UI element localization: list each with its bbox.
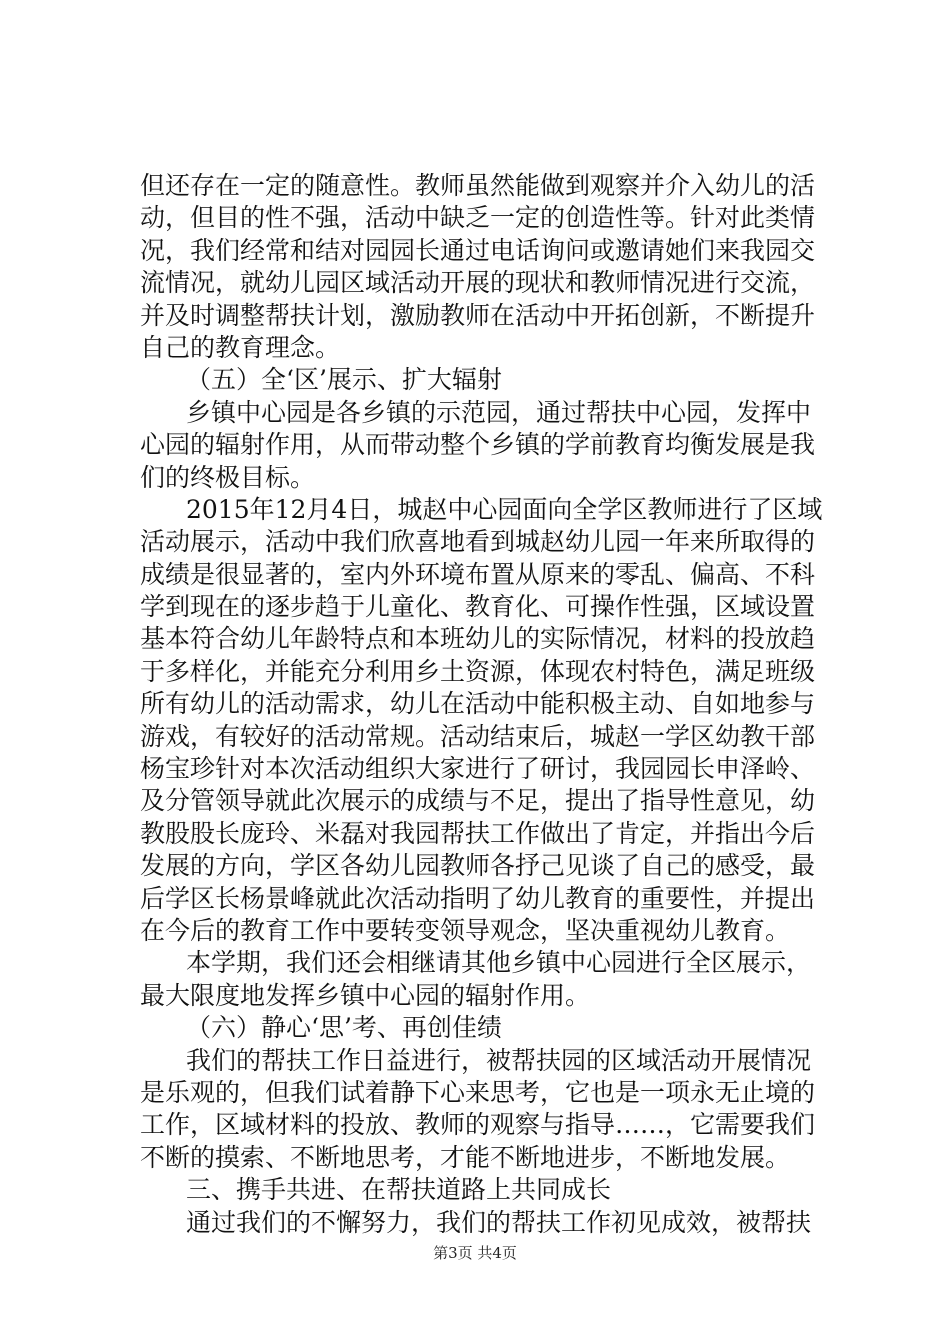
- text-line: 自己的教育理念。: [140, 332, 341, 362]
- text-line: 后学区长杨景峰就此次活动指明了幼儿教育的重要性，并提出: [140, 883, 816, 913]
- document-body: [140, 170, 830, 1239]
- text-line: 所有幼儿的活动需求，幼儿在活动中能积极主动、自如地参与: [140, 689, 816, 719]
- text-line: 在今后的教育工作中要转变领导观念，坚决重视幼儿教育。: [140, 915, 791, 945]
- text-line: 本学期，我们还会相继请其他乡镇中心园进行全区展示，: [186, 948, 812, 978]
- text-line: 况，我们经常和结对园园长通过电话询问或邀请她们来我园交: [140, 235, 816, 265]
- text-line: 心园的辐射作用，从而带动整个乡镇的学前教育均衡发展是我: [140, 430, 816, 460]
- text-line: 是乐观的，但我们试着静下心来思考，它也是一项永无止境的: [140, 1077, 816, 1107]
- text-line: 基本符合幼儿年龄特点和本班幼儿的实际情况，材料的投放趋: [140, 624, 816, 654]
- text-line: 但还存在一定的随意性。教师虽然能做到观察并介入幼儿的活: [140, 171, 816, 200]
- text-line: （六）静心‘思’考、再创佳绩: [186, 1013, 502, 1043]
- text-line: 三、携手共进、在帮扶道路上共同成长: [186, 1175, 612, 1205]
- text-line: 动，但目的性不强，活动中缺乏一定的创造性等。针对此类情: [140, 203, 816, 233]
- text-line: 并及时调整帮扶计划，激励教师在活动中开拓创新，不断提升: [140, 300, 816, 330]
- text-line: 乡镇中心园是各乡镇的示范园，通过帮扶中心园，发挥中: [186, 397, 812, 427]
- text-line: 活动展示，活动中我们欣喜地看到城赵幼儿园一年来所取得的: [140, 527, 816, 557]
- text-line: 成绩是很显著的，室内外环境布置从原来的零乱、偏高、不科: [140, 559, 816, 589]
- text-line: 不断的摸索、不断地思考，才能不断地进步，不断地发展。: [140, 1142, 791, 1172]
- text-line: （五）全‘区’展示、扩大辐射: [186, 365, 502, 395]
- text-line: 发展的方向，学区各幼儿园教师各抒己见谈了自己的感受，最: [140, 851, 816, 881]
- text-line: 最大限度地发挥乡镇中心园的辐射作用。: [140, 980, 591, 1010]
- text-line: 于多样化，并能充分利用乡土资源，体现农村特色，满足班级: [140, 656, 816, 686]
- text-line: 及分管领导就此次展示的成绩与不足，提出了指导性意见，幼: [140, 786, 816, 816]
- text-line: 杨宝珍针对本次活动组织大家进行了研讨，我园园长申泽岭、: [140, 754, 816, 784]
- text-line: 我们的帮扶工作日益进行，被帮扶园的区域活动开展情况: [186, 1045, 812, 1075]
- text-line: 工作，区域材料的投放、教师的观察与指导……，它需要我们: [140, 1110, 816, 1140]
- page-footer: [0, 1243, 950, 1263]
- page-number: 第3页 共4页: [433, 1244, 517, 1262]
- text-line: 们的终极目标。: [140, 462, 316, 492]
- text-line: 教股股长庞玲、米磊对我园帮扶工作做出了肯定，并指出今后: [140, 818, 816, 848]
- text-line: 流情况，就幼儿园区域活动开展的现状和教师情况进行交流，: [140, 268, 816, 298]
- text-line: 游戏，有较好的活动常规。活动结束后，城赵一学区幼教干部: [140, 721, 816, 751]
- text-line: 通过我们的不懈努力，我们的帮扶工作初见成效，被帮扶: [186, 1207, 812, 1237]
- text-line: 2015年12月4日，城赵中心园面向全学区教师进行了区域: [186, 494, 823, 524]
- text-line: 学到现在的逐步趋于儿童化、教育化、可操作性强，区域设置: [140, 592, 816, 622]
